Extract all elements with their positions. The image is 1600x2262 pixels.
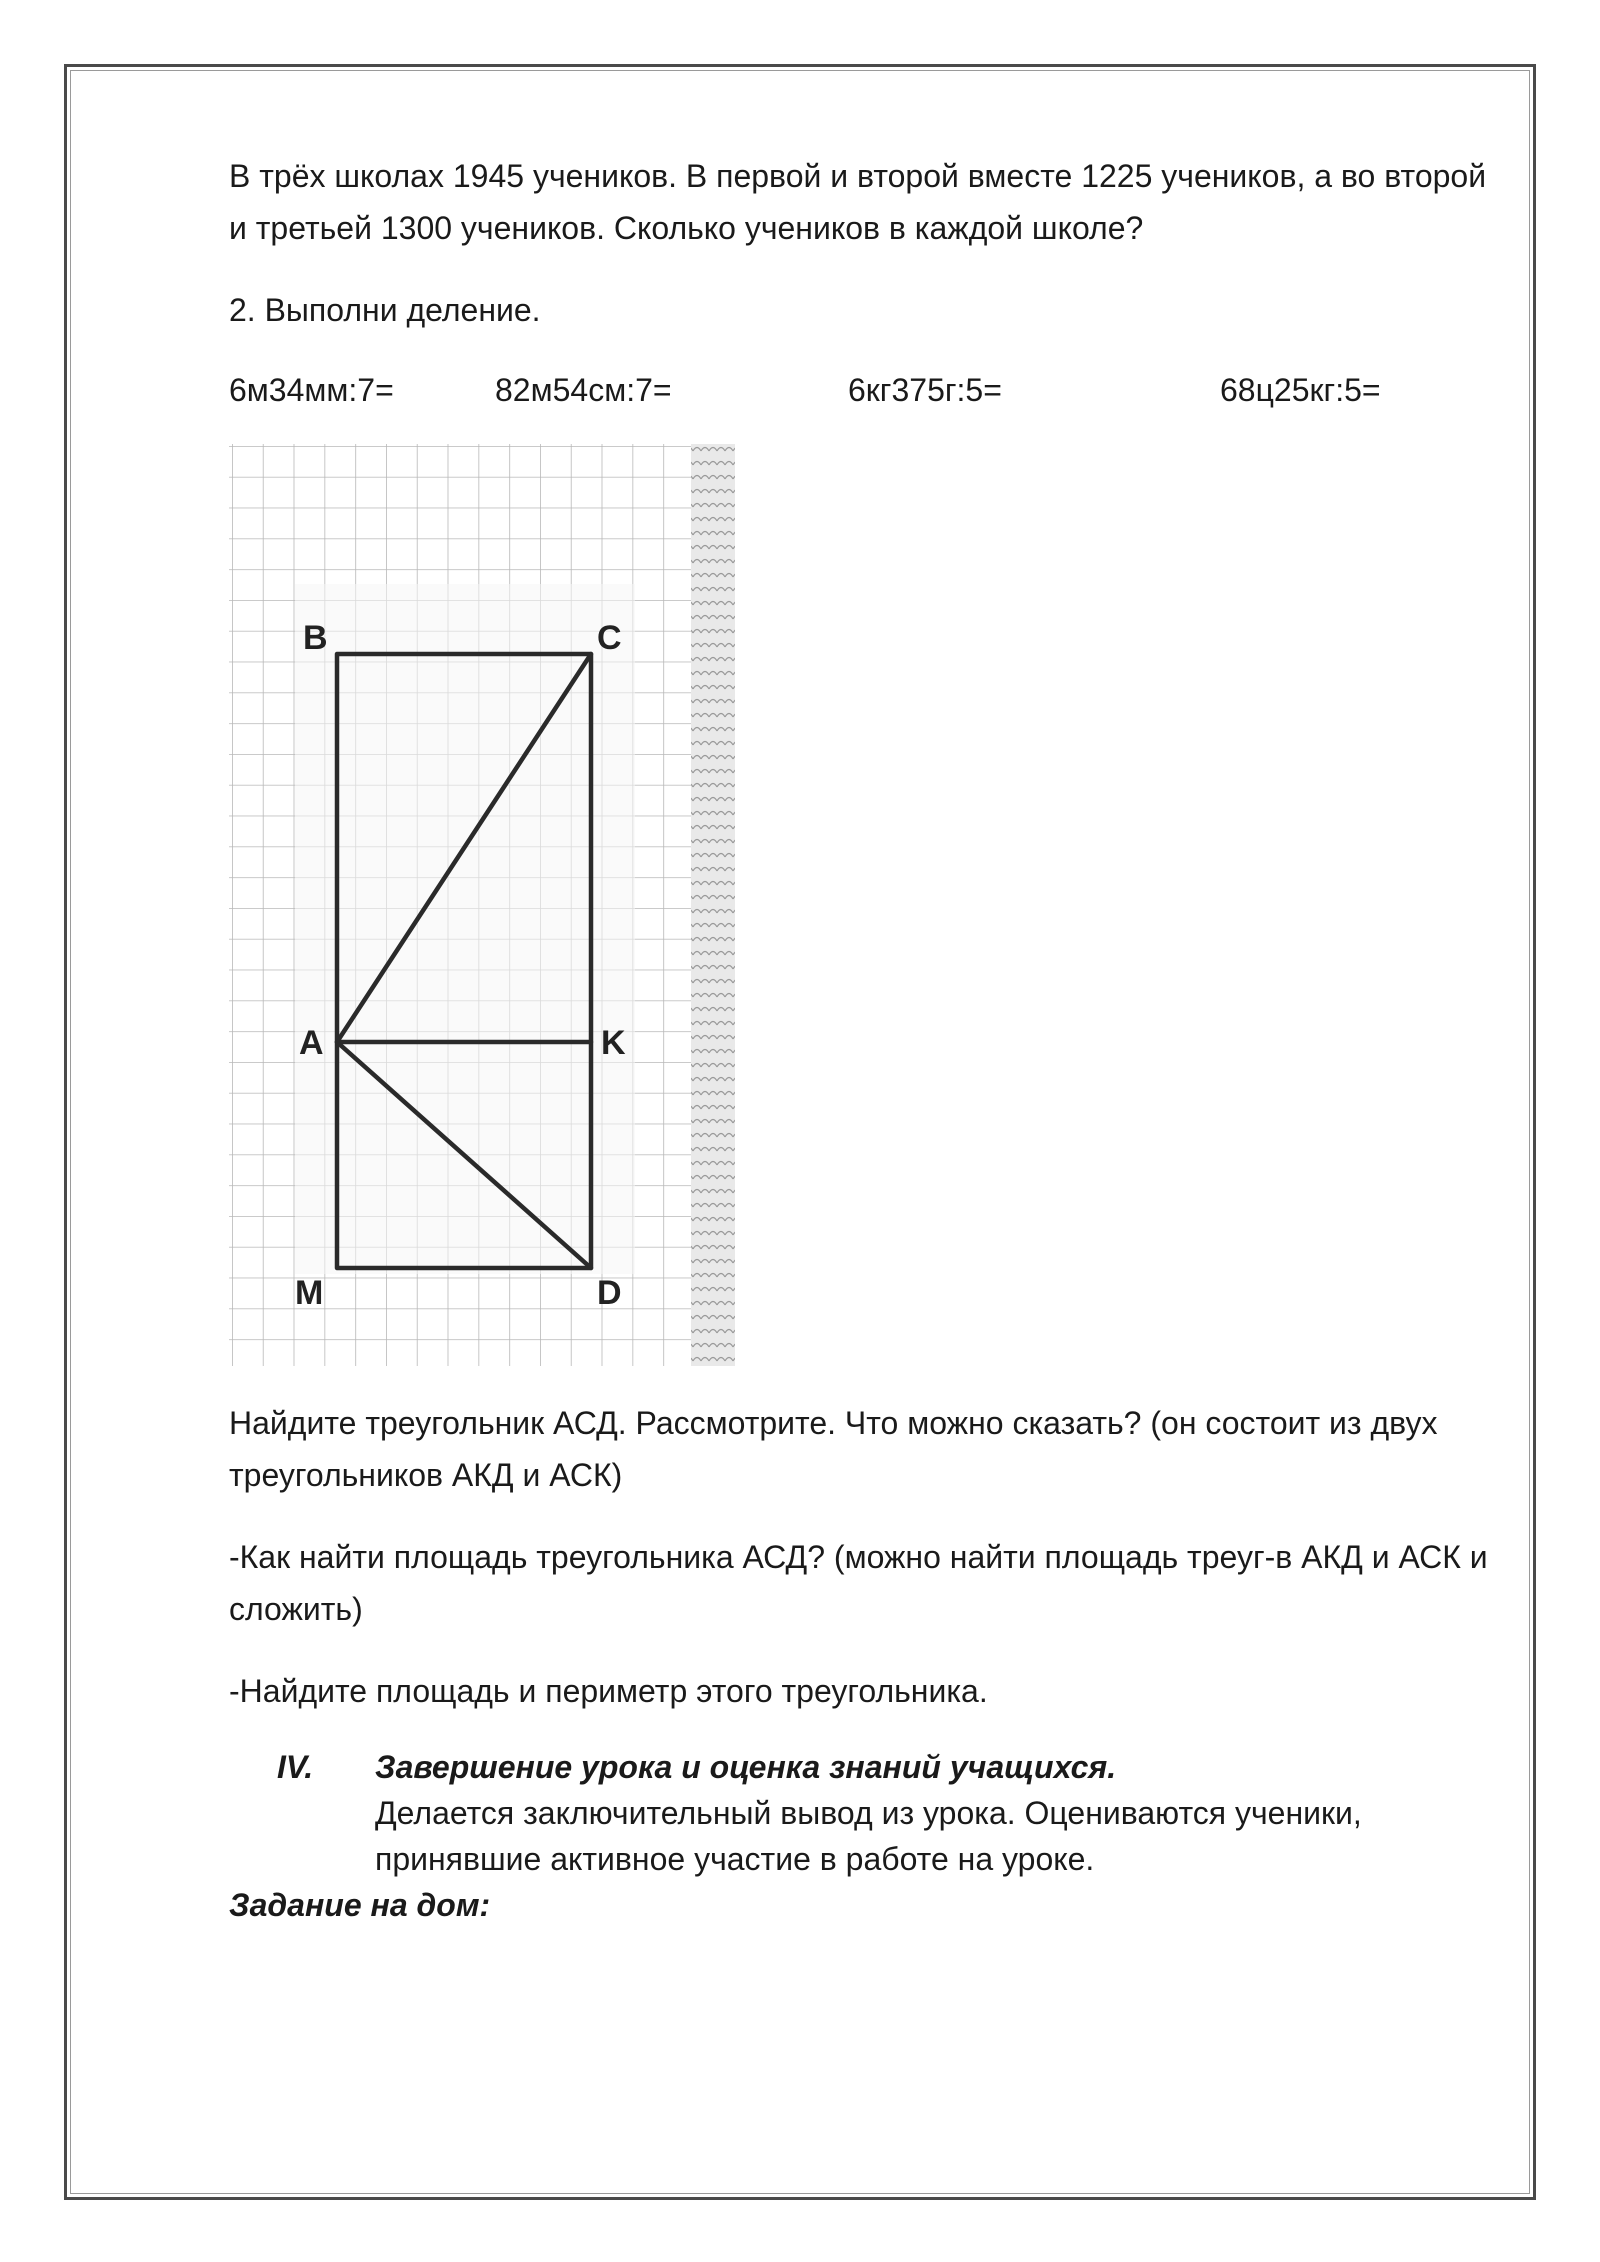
equation: 82м54см:7=	[495, 372, 672, 408]
point-k-label: K	[601, 1024, 626, 1062]
paragraph-how-area: -Как найти площадь треугольника АСД? (можно найти площадь треуг-в АКД и АСК и сложить)	[229, 1539, 1488, 1627]
section-title: Завершение урока и оценка знаний учащихся.	[375, 1749, 1117, 1785]
point-b-label: B	[303, 619, 328, 657]
section-body: Делается заключительный вывод из урока. Оцениваются ученики, принявшие активное участие в работе на уроке.	[375, 1795, 1362, 1877]
point-d-label: D	[597, 1274, 622, 1312]
problem-text: В трёх школах 1945 учеников. В первой и второй вместе 1225 учеников, а во второй и третьей 1300 учеников. Сколько учеников в каждой школе?	[229, 158, 1487, 246]
paragraph-find-triangle: Найдите треугольник АСД. Рассмотрите. Что можно сказать? (он состоит из двух треугольников АКД и АСК)	[229, 1405, 1438, 1493]
point-m-label: M	[295, 1274, 324, 1312]
task-2-heading: 2. Выполни деление.	[229, 292, 541, 328]
binding-strip	[691, 444, 735, 1366]
point-c-label: C	[597, 619, 622, 657]
equation: 68ц25кг:5=	[1220, 372, 1381, 408]
equation: 6м34мм:7=	[229, 372, 394, 408]
paragraph-area-perimeter: -Найдите площадь и периметр этого треугольника.	[229, 1673, 988, 1709]
geometry-figure	[229, 444, 735, 1366]
section-number: IV.	[277, 1749, 314, 1785]
point-a-label: A	[299, 1024, 324, 1062]
equation: 6кг375г:5=	[848, 372, 1002, 408]
homework-heading: Задание на дом:	[229, 1887, 491, 1923]
